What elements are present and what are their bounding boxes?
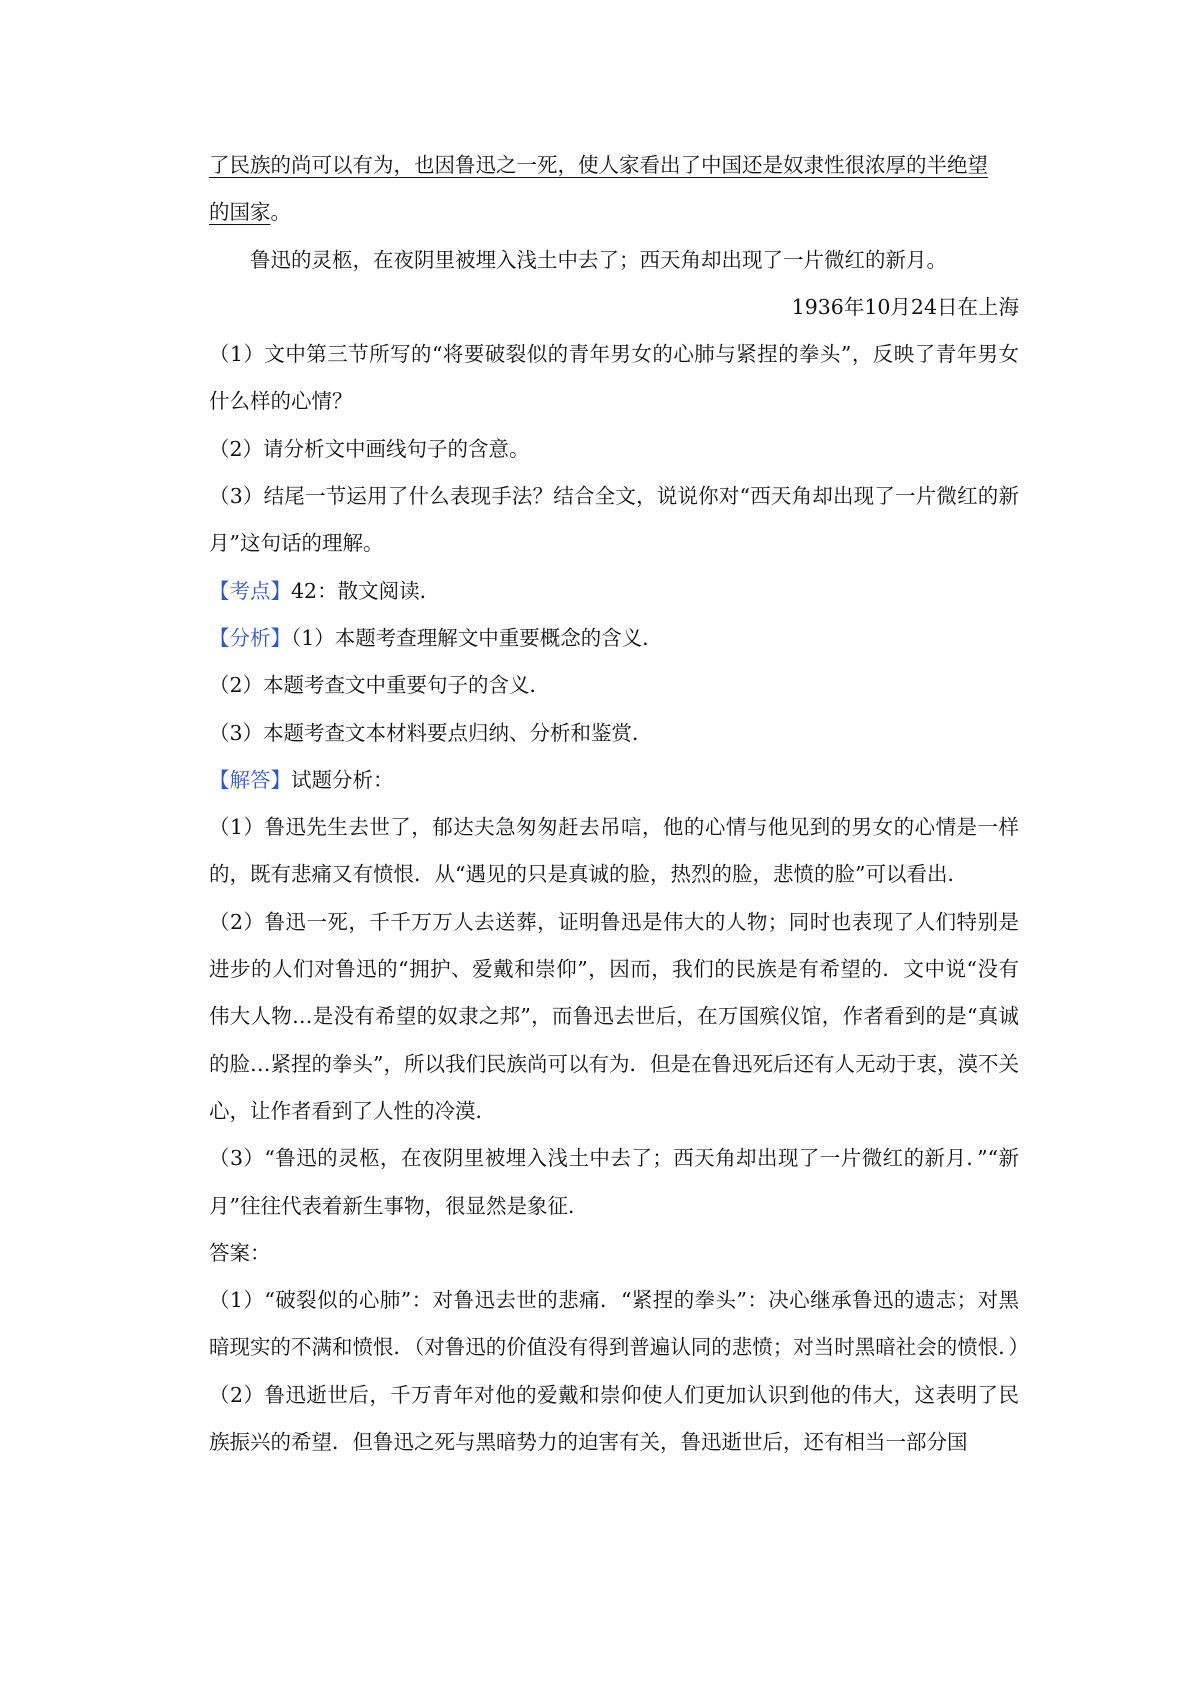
question-2: （2）请分析文中画线句子的含意。 bbox=[209, 436, 530, 461]
kaodian-tag: 【考点】 bbox=[209, 578, 291, 603]
answer-item-1: （1）“破裂似的心肺”：对鲁迅去世的悲痛．“紧捏的拳头”：决心继承鲁迅的遗志；对黑暗现实的不满和愤恨．（对鲁迅的价值没有得到普遍认同的悲愤；对当时黑暗社会的愤恨．） bbox=[209, 1288, 1029, 1360]
fenxi-text: （1）本题考查理解文中重要概念的含义． bbox=[291, 625, 663, 650]
underlined-sentence-line-1 bbox=[209, 142, 1019, 189]
fenxi-item-2: （2）本题考查文中重要句子的含义． bbox=[209, 673, 551, 698]
jieda-text: 试题分析： bbox=[291, 767, 394, 792]
sentence-period: 。 bbox=[270, 200, 291, 225]
question-3: （3）结尾一节运用了什么表现手法？结合全文，说说你对“西天角却出现了一片微红的新月”这句话的理解。 bbox=[209, 484, 1019, 556]
kaodian-text: 42：散文阅读． bbox=[291, 578, 441, 603]
answer-label: 答案： bbox=[209, 1240, 271, 1265]
date-line: 1936年10月24日在上海 bbox=[791, 294, 1019, 319]
jieda-item-2: （2）鲁迅一死，千千万万人去送葬，证明鲁迅是伟大的人物；同时也表现了人们特别是进步的人们对鲁迅的“拥护、爱戴和崇仰”，因而，我们的民族是有希望的．文中说“没有伟大人物…是没有希望的奴隶之邦”，而鲁迅去世后，在万国殡仪馆，作者看到的是“真诚的脸…紧捏的拳头”，所以我们民族尚可以有为．但是在鲁迅死后还有人无动于衷，漠不关心，让作者看到了人性的冷漠． bbox=[209, 909, 1019, 1123]
fenxi-tag: 【分析】 bbox=[209, 625, 291, 650]
kaodian-line bbox=[209, 568, 1019, 615]
answer-item-2: （2）鲁迅逝世后，千万青年对他的爱戴和崇仰使人们更加认识到他的伟大，这表明了民族振兴的希望．但鲁迅之死与黑暗势力的迫害有关，鲁迅逝世后，还有相当一部分国 bbox=[209, 1382, 1019, 1455]
fenxi-item-3: （3）本题考查文本材料要点归纳、分析和鉴赏． bbox=[209, 720, 653, 745]
document-page bbox=[209, 142, 1029, 1466]
fenxi-line bbox=[209, 615, 1019, 662]
underlined-sentence-part-2: 的国家 bbox=[209, 200, 271, 225]
jieda-item-1: （1）鲁迅先生去世了，郁达夫急匆匆赶去吊唁，他的心情与他见到的男女的心情是一样的，既有悲痛又有愤恨．从“遇见的只是真诚的脸，热烈的脸，悲愤的脸”可以看出． bbox=[209, 815, 1019, 887]
jieda-line bbox=[209, 757, 1019, 804]
question-1: （1）文中第三节所写的“将要破裂似的青年男女的心肺与紧捏的拳头”，反映了青年男女什么样的心情？ bbox=[209, 342, 1019, 414]
underlined-sentence-part-1: 了民族的尚可以有为，也因鲁迅之一死，使人家看出了中国还是奴隶性很浓厚的半绝望 bbox=[209, 153, 988, 177]
underlined-sentence-line-2 bbox=[209, 189, 1019, 236]
closing-paragraph: 鲁迅的灵柩，在夜阴里被埋入浅土中去了；西天角却出现了一片微红的新月。 bbox=[250, 247, 947, 272]
jieda-tag: 【解答】 bbox=[209, 767, 291, 792]
jieda-item-3: （3）“鲁迅的灵柩，在夜阴里被埋入浅土中去了；西天角却出现了一片微红的新月．”“新月”往往代表着新生事物，很显然是象征． bbox=[209, 1146, 1019, 1218]
